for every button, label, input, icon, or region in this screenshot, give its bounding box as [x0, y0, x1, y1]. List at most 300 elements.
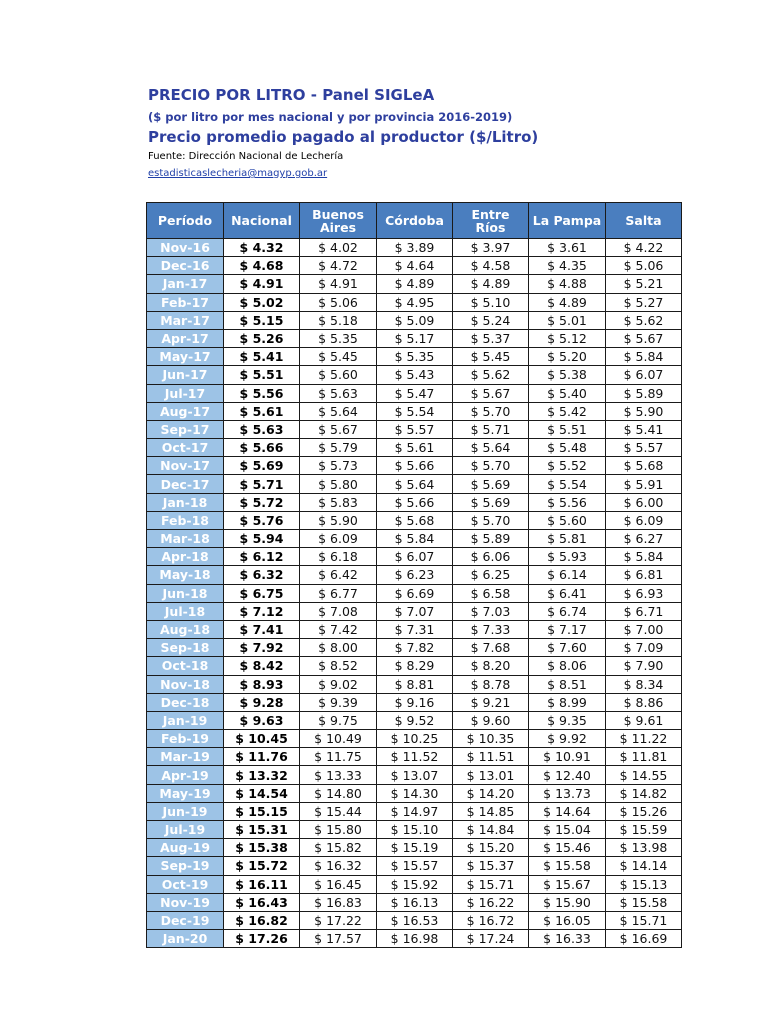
- table-row: [147, 911, 682, 929]
- table-row: [147, 530, 682, 548]
- cell-buenos-aires: $ 4.02: [300, 239, 377, 257]
- cell-periodo: Sep-17: [147, 420, 224, 438]
- cell-salta: $ 5.27: [606, 293, 682, 311]
- cell-nacional: $ 7.41: [224, 620, 300, 638]
- cell-salta: $ 15.71: [606, 911, 682, 929]
- cell-buenos-aires: $ 10.49: [300, 730, 377, 748]
- cell-cordoba: $ 14.97: [377, 802, 453, 820]
- table-row: [147, 639, 682, 657]
- cell-salta: $ 6.71: [606, 602, 682, 620]
- cell-periodo: Dec-19: [147, 911, 224, 929]
- cell-la-pampa: $ 8.06: [529, 657, 606, 675]
- cell-nacional: $ 4.91: [224, 275, 300, 293]
- cell-nacional: $ 5.71: [224, 475, 300, 493]
- cell-buenos-aires: $ 6.18: [300, 548, 377, 566]
- cell-nacional: $ 8.93: [224, 675, 300, 693]
- cell-entre-rios: $ 15.20: [453, 839, 529, 857]
- cell-cordoba: $ 15.92: [377, 875, 453, 893]
- price-table: [146, 202, 682, 948]
- cell-cordoba: $ 8.81: [377, 675, 453, 693]
- cell-entre-rios: $ 14.85: [453, 802, 529, 820]
- table-row: [147, 602, 682, 620]
- cell-la-pampa: $ 5.93: [529, 548, 606, 566]
- cell-buenos-aires: $ 7.42: [300, 620, 377, 638]
- cell-cordoba: $ 5.57: [377, 420, 453, 438]
- cell-nacional: $ 11.76: [224, 748, 300, 766]
- table-body: [147, 239, 682, 948]
- cell-nacional: $ 8.42: [224, 657, 300, 675]
- cell-salta: $ 6.09: [606, 511, 682, 529]
- cell-periodo: Nov-18: [147, 675, 224, 693]
- table-row: [147, 548, 682, 566]
- table-row: [147, 893, 682, 911]
- cell-periodo: Dec-18: [147, 693, 224, 711]
- cell-buenos-aires: $ 14.80: [300, 784, 377, 802]
- cell-salta: $ 5.84: [606, 548, 682, 566]
- cell-nacional: $ 5.26: [224, 329, 300, 347]
- cell-buenos-aires: $ 16.83: [300, 893, 377, 911]
- cell-periodo: Sep-18: [147, 639, 224, 657]
- cell-la-pampa: $ 6.41: [529, 584, 606, 602]
- table-row: [147, 293, 682, 311]
- cell-la-pampa: $ 13.73: [529, 784, 606, 802]
- cell-nacional: $ 9.63: [224, 711, 300, 729]
- cell-periodo: Nov-17: [147, 457, 224, 475]
- source-note: Fuente: Dirección Nacional de Lechería: [148, 151, 344, 162]
- cell-la-pampa: $ 4.89: [529, 293, 606, 311]
- cell-periodo: Jun-19: [147, 802, 224, 820]
- cell-cordoba: $ 6.69: [377, 584, 453, 602]
- cell-periodo: Jun-18: [147, 584, 224, 602]
- cell-nacional: $ 7.92: [224, 639, 300, 657]
- cell-periodo: Jan-20: [147, 930, 224, 948]
- table-row: [147, 402, 682, 420]
- cell-periodo: Dec-17: [147, 475, 224, 493]
- cell-buenos-aires: $ 17.57: [300, 930, 377, 948]
- cell-entre-rios: $ 4.58: [453, 257, 529, 275]
- cell-entre-rios: $ 7.03: [453, 602, 529, 620]
- cell-salta: $ 15.26: [606, 802, 682, 820]
- cell-nacional: $ 10.45: [224, 730, 300, 748]
- cell-salta: $ 11.22: [606, 730, 682, 748]
- table-row: [147, 675, 682, 693]
- table-row: [147, 275, 682, 293]
- cell-periodo: Dec-16: [147, 257, 224, 275]
- cell-buenos-aires: $ 5.80: [300, 475, 377, 493]
- table-row: [147, 766, 682, 784]
- cell-cordoba: $ 9.16: [377, 693, 453, 711]
- cell-periodo: Sep-19: [147, 857, 224, 875]
- cell-periodo: Apr-18: [147, 548, 224, 566]
- cell-salta: $ 5.67: [606, 329, 682, 347]
- cell-entre-rios: $ 6.25: [453, 566, 529, 584]
- cell-buenos-aires: $ 6.42: [300, 566, 377, 584]
- cell-entre-rios: $ 14.84: [453, 821, 529, 839]
- page-subtitle: ($ por litro por mes nacional y por provincia 2016-2019): [148, 110, 513, 124]
- cell-salta: $ 14.14: [606, 857, 682, 875]
- cell-entre-rios: $ 9.60: [453, 711, 529, 729]
- cell-entre-rios: $ 5.69: [453, 475, 529, 493]
- cell-entre-rios: $ 15.71: [453, 875, 529, 893]
- cell-nacional: $ 15.31: [224, 821, 300, 839]
- table-row: [147, 239, 682, 257]
- cell-nacional: $ 6.75: [224, 584, 300, 602]
- cell-cordoba: $ 16.98: [377, 930, 453, 948]
- cell-la-pampa: $ 5.48: [529, 439, 606, 457]
- table-row: [147, 475, 682, 493]
- table-row: [147, 384, 682, 402]
- cell-cordoba: $ 5.35: [377, 348, 453, 366]
- table-row: [147, 584, 682, 602]
- table-row: [147, 839, 682, 857]
- cell-la-pampa: $ 7.60: [529, 639, 606, 657]
- cell-salta: $ 7.09: [606, 639, 682, 657]
- cell-nacional: $ 4.32: [224, 239, 300, 257]
- table-row: [147, 493, 682, 511]
- cell-la-pampa: $ 7.17: [529, 620, 606, 638]
- table-row: [147, 748, 682, 766]
- cell-la-pampa: $ 4.35: [529, 257, 606, 275]
- cell-periodo: Oct-17: [147, 439, 224, 457]
- cell-buenos-aires: $ 5.35: [300, 329, 377, 347]
- cell-cordoba: $ 5.17: [377, 329, 453, 347]
- cell-cordoba: $ 9.52: [377, 711, 453, 729]
- cell-entre-rios: $ 17.24: [453, 930, 529, 948]
- cell-buenos-aires: $ 9.39: [300, 693, 377, 711]
- cell-entre-rios: $ 7.33: [453, 620, 529, 638]
- cell-cordoba: $ 4.64: [377, 257, 453, 275]
- cell-salta: $ 6.00: [606, 493, 682, 511]
- cell-periodo: Aug-17: [147, 402, 224, 420]
- cell-la-pampa: $ 5.40: [529, 384, 606, 402]
- cell-nacional: $ 5.66: [224, 439, 300, 457]
- cell-periodo: Nov-16: [147, 239, 224, 257]
- cell-buenos-aires: $ 9.02: [300, 675, 377, 693]
- cell-entre-rios: $ 5.45: [453, 348, 529, 366]
- cell-cordoba: $ 4.89: [377, 275, 453, 293]
- cell-buenos-aires: $ 5.73: [300, 457, 377, 475]
- cell-cordoba: $ 5.09: [377, 311, 453, 329]
- table-row: [147, 730, 682, 748]
- cell-periodo: Oct-18: [147, 657, 224, 675]
- cell-cordoba: $ 7.82: [377, 639, 453, 657]
- cell-periodo: Feb-19: [147, 730, 224, 748]
- cell-nacional: $ 7.12: [224, 602, 300, 620]
- cell-entre-rios: $ 6.06: [453, 548, 529, 566]
- cell-cordoba: $ 5.61: [377, 439, 453, 457]
- header-la-pampa: La Pampa: [529, 203, 606, 239]
- cell-buenos-aires: $ 8.52: [300, 657, 377, 675]
- cell-entre-rios: $ 5.67: [453, 384, 529, 402]
- cell-periodo: Mar-17: [147, 311, 224, 329]
- table-row: [147, 693, 682, 711]
- cell-la-pampa: $ 3.61: [529, 239, 606, 257]
- cell-cordoba: $ 7.07: [377, 602, 453, 620]
- table-row: [147, 311, 682, 329]
- cell-buenos-aires: $ 15.82: [300, 839, 377, 857]
- cell-la-pampa: $ 6.14: [529, 566, 606, 584]
- cell-buenos-aires: $ 9.75: [300, 711, 377, 729]
- table-row: [147, 620, 682, 638]
- cell-cordoba: $ 13.07: [377, 766, 453, 784]
- cell-salta: $ 5.89: [606, 384, 682, 402]
- table-row: [147, 802, 682, 820]
- table-row: [147, 711, 682, 729]
- cell-la-pampa: $ 16.05: [529, 911, 606, 929]
- cell-nacional: $ 5.94: [224, 530, 300, 548]
- cell-salta: $ 16.69: [606, 930, 682, 948]
- cell-periodo: Aug-19: [147, 839, 224, 857]
- header-buenos-aires: Buenos Aires: [300, 203, 377, 239]
- table-row: [147, 439, 682, 457]
- cell-buenos-aires: $ 15.80: [300, 821, 377, 839]
- cell-entre-rios: $ 5.70: [453, 457, 529, 475]
- cell-buenos-aires: $ 15.44: [300, 802, 377, 820]
- cell-buenos-aires: $ 5.45: [300, 348, 377, 366]
- cell-buenos-aires: $ 4.91: [300, 275, 377, 293]
- cell-buenos-aires: $ 13.33: [300, 766, 377, 784]
- cell-cordoba: $ 5.84: [377, 530, 453, 548]
- cell-salta: $ 15.59: [606, 821, 682, 839]
- cell-nacional: $ 5.15: [224, 311, 300, 329]
- cell-entre-rios: $ 5.64: [453, 439, 529, 457]
- cell-entre-rios: $ 5.62: [453, 366, 529, 384]
- table-row: [147, 329, 682, 347]
- cell-cordoba: $ 10.25: [377, 730, 453, 748]
- cell-la-pampa: $ 8.51: [529, 675, 606, 693]
- cell-cordoba: $ 15.10: [377, 821, 453, 839]
- cell-nacional: $ 5.63: [224, 420, 300, 438]
- cell-nacional: $ 6.32: [224, 566, 300, 584]
- cell-salta: $ 6.07: [606, 366, 682, 384]
- cell-entre-rios: $ 9.21: [453, 693, 529, 711]
- cell-entre-rios: $ 16.22: [453, 893, 529, 911]
- cell-buenos-aires: $ 16.32: [300, 857, 377, 875]
- cell-nacional: $ 5.41: [224, 348, 300, 366]
- cell-la-pampa: $ 15.04: [529, 821, 606, 839]
- table-row: [147, 657, 682, 675]
- cell-entre-rios: $ 5.37: [453, 329, 529, 347]
- cell-la-pampa: $ 12.40: [529, 766, 606, 784]
- header-periodo: Período: [147, 203, 224, 239]
- header-nacional: Nacional: [224, 203, 300, 239]
- cell-buenos-aires: $ 5.18: [300, 311, 377, 329]
- cell-cordoba: $ 7.31: [377, 620, 453, 638]
- cell-entre-rios: $ 8.20: [453, 657, 529, 675]
- cell-buenos-aires: $ 5.79: [300, 439, 377, 457]
- cell-periodo: May-19: [147, 784, 224, 802]
- cell-nacional: $ 16.11: [224, 875, 300, 893]
- cell-cordoba: $ 5.66: [377, 457, 453, 475]
- cell-cordoba: $ 16.13: [377, 893, 453, 911]
- cell-entre-rios: $ 10.35: [453, 730, 529, 748]
- cell-periodo: Apr-19: [147, 766, 224, 784]
- cell-cordoba: $ 5.47: [377, 384, 453, 402]
- cell-salta: $ 14.55: [606, 766, 682, 784]
- cell-salta: $ 13.98: [606, 839, 682, 857]
- cell-salta: $ 5.21: [606, 275, 682, 293]
- cell-nacional: $ 4.68: [224, 257, 300, 275]
- cell-periodo: Apr-17: [147, 329, 224, 347]
- cell-buenos-aires: $ 5.60: [300, 366, 377, 384]
- cell-salta: $ 7.00: [606, 620, 682, 638]
- cell-cordoba: $ 16.53: [377, 911, 453, 929]
- cell-la-pampa: $ 5.01: [529, 311, 606, 329]
- cell-periodo: May-17: [147, 348, 224, 366]
- cell-cordoba: $ 14.30: [377, 784, 453, 802]
- cell-salta: $ 5.68: [606, 457, 682, 475]
- cell-salta: $ 14.82: [606, 784, 682, 802]
- cell-buenos-aires: $ 11.75: [300, 748, 377, 766]
- table-row: [147, 566, 682, 584]
- cell-buenos-aires: $ 4.72: [300, 257, 377, 275]
- cell-la-pampa: $ 15.90: [529, 893, 606, 911]
- cell-buenos-aires: $ 7.08: [300, 602, 377, 620]
- cell-salta: $ 15.58: [606, 893, 682, 911]
- cell-nacional: $ 13.32: [224, 766, 300, 784]
- header-salta: Salta: [606, 203, 682, 239]
- table-row: [147, 784, 682, 802]
- cell-salta: $ 9.61: [606, 711, 682, 729]
- contact-email-link[interactable]: estadisticaslecheria@magyp.gob.ar: [148, 168, 328, 179]
- cell-entre-rios: $ 5.69: [453, 493, 529, 511]
- cell-cordoba: $ 8.29: [377, 657, 453, 675]
- cell-entre-rios: $ 5.24: [453, 311, 529, 329]
- cell-la-pampa: $ 15.46: [529, 839, 606, 857]
- cell-nacional: $ 5.51: [224, 366, 300, 384]
- cell-cordoba: $ 6.07: [377, 548, 453, 566]
- cell-periodo: Jun-17: [147, 366, 224, 384]
- cell-salta: $ 11.81: [606, 748, 682, 766]
- cell-periodo: May-18: [147, 566, 224, 584]
- cell-periodo: Aug-18: [147, 620, 224, 638]
- cell-salta: $ 8.34: [606, 675, 682, 693]
- cell-nacional: $ 5.02: [224, 293, 300, 311]
- cell-cordoba: $ 5.54: [377, 402, 453, 420]
- cell-salta: $ 5.41: [606, 420, 682, 438]
- cell-entre-rios: $ 6.58: [453, 584, 529, 602]
- cell-cordoba: $ 5.43: [377, 366, 453, 384]
- cell-la-pampa: $ 5.54: [529, 475, 606, 493]
- cell-la-pampa: $ 10.91: [529, 748, 606, 766]
- cell-la-pampa: $ 6.74: [529, 602, 606, 620]
- cell-periodo: Jul-19: [147, 821, 224, 839]
- table-row: [147, 875, 682, 893]
- cell-buenos-aires: $ 5.67: [300, 420, 377, 438]
- cell-buenos-aires: $ 6.09: [300, 530, 377, 548]
- table-row: [147, 457, 682, 475]
- cell-cordoba: $ 15.19: [377, 839, 453, 857]
- cell-la-pampa: $ 5.12: [529, 329, 606, 347]
- table-row: [147, 420, 682, 438]
- table-row: [147, 857, 682, 875]
- cell-periodo: Feb-18: [147, 511, 224, 529]
- cell-la-pampa: $ 16.33: [529, 930, 606, 948]
- table-header-row: [147, 203, 682, 239]
- cell-periodo: Jul-17: [147, 384, 224, 402]
- cell-entre-rios: $ 5.89: [453, 530, 529, 548]
- cell-salta: $ 5.62: [606, 311, 682, 329]
- cell-cordoba: $ 5.68: [377, 511, 453, 529]
- cell-salta: $ 5.06: [606, 257, 682, 275]
- cell-entre-rios: $ 5.10: [453, 293, 529, 311]
- cell-nacional: $ 5.69: [224, 457, 300, 475]
- cell-nacional: $ 5.72: [224, 493, 300, 511]
- cell-entre-rios: $ 5.71: [453, 420, 529, 438]
- table-row: [147, 366, 682, 384]
- cell-nacional: $ 5.76: [224, 511, 300, 529]
- section-heading: Precio promedio pagado al productor ($/Litro): [148, 128, 539, 146]
- cell-nacional: $ 14.54: [224, 784, 300, 802]
- cell-buenos-aires: $ 5.64: [300, 402, 377, 420]
- cell-salta: $ 6.27: [606, 530, 682, 548]
- cell-cordoba: $ 6.23: [377, 566, 453, 584]
- cell-la-pampa: $ 5.60: [529, 511, 606, 529]
- cell-salta: $ 6.81: [606, 566, 682, 584]
- cell-la-pampa: $ 8.99: [529, 693, 606, 711]
- cell-la-pampa: $ 5.20: [529, 348, 606, 366]
- cell-nacional: $ 6.12: [224, 548, 300, 566]
- cell-cordoba: $ 4.95: [377, 293, 453, 311]
- cell-cordoba: $ 11.52: [377, 748, 453, 766]
- cell-entre-rios: $ 3.97: [453, 239, 529, 257]
- cell-nacional: $ 16.82: [224, 911, 300, 929]
- cell-nacional: $ 16.43: [224, 893, 300, 911]
- table-row: [147, 821, 682, 839]
- cell-la-pampa: $ 15.58: [529, 857, 606, 875]
- cell-periodo: Nov-19: [147, 893, 224, 911]
- cell-la-pampa: $ 15.67: [529, 875, 606, 893]
- cell-periodo: Oct-19: [147, 875, 224, 893]
- table-row: [147, 257, 682, 275]
- cell-entre-rios: $ 13.01: [453, 766, 529, 784]
- cell-buenos-aires: $ 16.45: [300, 875, 377, 893]
- cell-la-pampa: $ 5.56: [529, 493, 606, 511]
- cell-periodo: Jul-18: [147, 602, 224, 620]
- cell-la-pampa: $ 5.81: [529, 530, 606, 548]
- cell-periodo: Feb-17: [147, 293, 224, 311]
- cell-entre-rios: $ 16.72: [453, 911, 529, 929]
- cell-entre-rios: $ 7.68: [453, 639, 529, 657]
- cell-nacional: $ 5.56: [224, 384, 300, 402]
- cell-buenos-aires: $ 5.83: [300, 493, 377, 511]
- cell-la-pampa: $ 5.38: [529, 366, 606, 384]
- cell-buenos-aires: $ 5.06: [300, 293, 377, 311]
- cell-nacional: $ 5.61: [224, 402, 300, 420]
- cell-la-pampa: $ 9.92: [529, 730, 606, 748]
- cell-cordoba: $ 15.57: [377, 857, 453, 875]
- cell-buenos-aires: $ 8.00: [300, 639, 377, 657]
- cell-entre-rios: $ 14.20: [453, 784, 529, 802]
- table-row: [147, 930, 682, 948]
- cell-entre-rios: $ 5.70: [453, 402, 529, 420]
- cell-salta: $ 5.90: [606, 402, 682, 420]
- cell-periodo: Jan-17: [147, 275, 224, 293]
- cell-salta: $ 5.57: [606, 439, 682, 457]
- cell-nacional: $ 9.28: [224, 693, 300, 711]
- cell-periodo: Jan-18: [147, 493, 224, 511]
- cell-nacional: $ 15.15: [224, 802, 300, 820]
- cell-periodo: Mar-19: [147, 748, 224, 766]
- cell-salta: $ 7.90: [606, 657, 682, 675]
- cell-entre-rios: $ 8.78: [453, 675, 529, 693]
- cell-nacional: $ 15.38: [224, 839, 300, 857]
- cell-cordoba: $ 5.66: [377, 493, 453, 511]
- cell-entre-rios: $ 4.89: [453, 275, 529, 293]
- cell-salta: $ 4.22: [606, 239, 682, 257]
- cell-salta: $ 5.84: [606, 348, 682, 366]
- cell-salta: $ 15.13: [606, 875, 682, 893]
